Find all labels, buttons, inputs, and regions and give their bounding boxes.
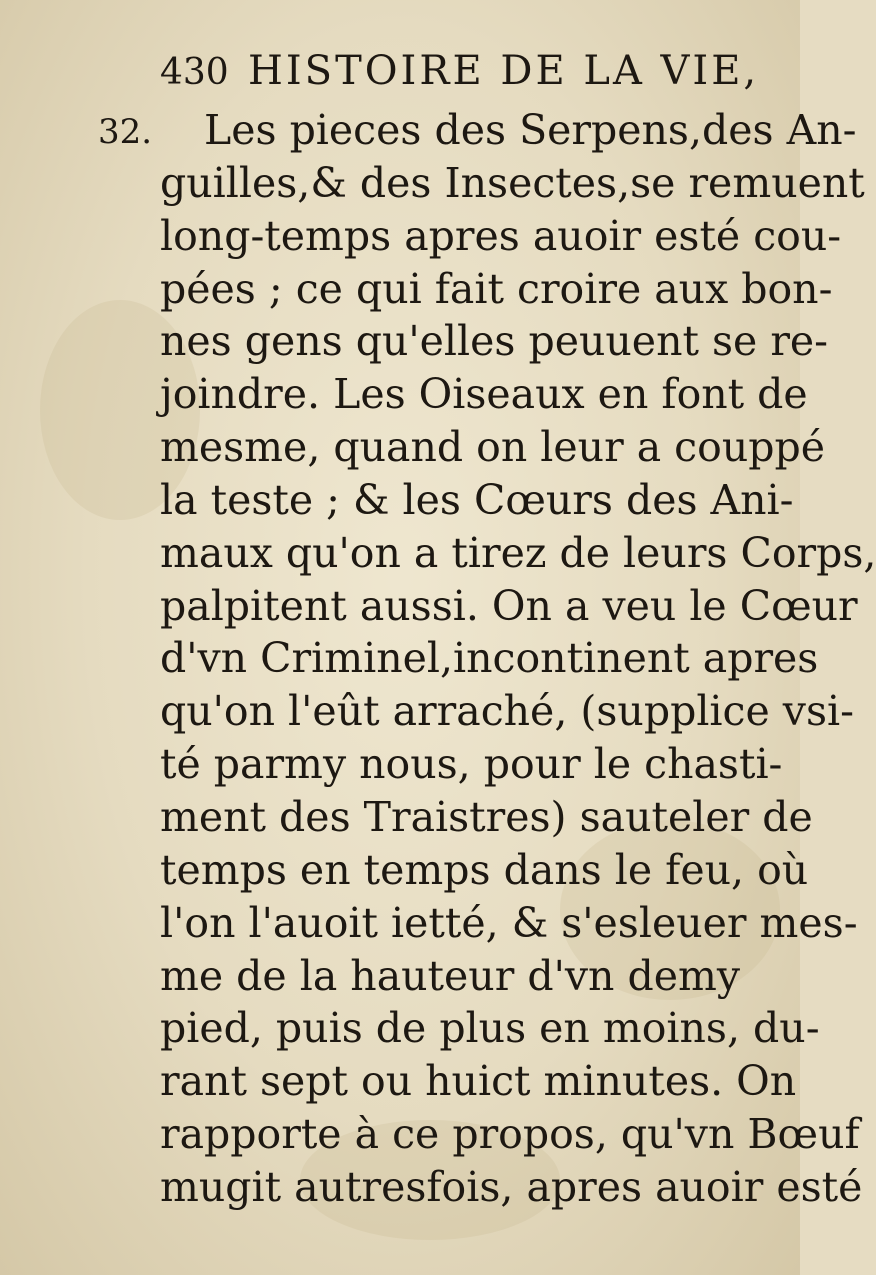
text-line: Les pieces des Serpens,des An- <box>204 106 857 154</box>
text-line: me de la hauteur d'vn demy <box>160 951 741 1000</box>
text-line: rapporte à ce propos, qu'vn Bœuf <box>160 1110 860 1159</box>
text-line: rant sept ou huict minutes. On <box>160 1057 797 1106</box>
body-text <box>160 104 876 1214</box>
text-line: long-temps apres auoir esté cou- <box>160 211 842 260</box>
text-line: mugit autresfois, apres auoir esté <box>160 1162 863 1211</box>
text-line: palpitent aussi. On a veu le Cœur <box>160 581 858 630</box>
text-line: guilles,& des Insectes,se remuent <box>160 158 865 207</box>
text-line: temps en temps dans le feu, où <box>160 845 809 894</box>
text-line: joindre. Les Oiseaux en font de <box>160 370 808 419</box>
text-line: pées ; ce qui fait croire aux bon- <box>160 264 833 313</box>
text-line: l'on l'auoit ietté, & s'esleuer mes- <box>160 898 858 947</box>
text-line: té parmy nous, pour le chasti- <box>160 740 783 789</box>
page-header <box>160 46 760 96</box>
running-title: HISTOIRE DE LA VIE, <box>248 48 760 94</box>
text-line: maux qu'on a tirez de leurs Corps, <box>160 528 876 577</box>
text-line: la teste ; & les Cœurs des Ani- <box>160 475 794 524</box>
text-line: nes gens qu'elles peuuent se re- <box>160 317 829 366</box>
text-line: d'vn Criminel,incontinent apres <box>160 634 819 683</box>
text-line: pied, puis de plus en moins, du- <box>160 1004 820 1053</box>
text-line: mesme, quand on leur a couppé <box>160 423 825 472</box>
margin-note: 32. <box>98 112 153 152</box>
text-line: ment des Traistres) sauteler de <box>160 792 813 841</box>
text-line: qu'on l'eût arraché, (supplice vsi- <box>160 687 854 736</box>
page-number: 430 <box>160 52 229 93</box>
